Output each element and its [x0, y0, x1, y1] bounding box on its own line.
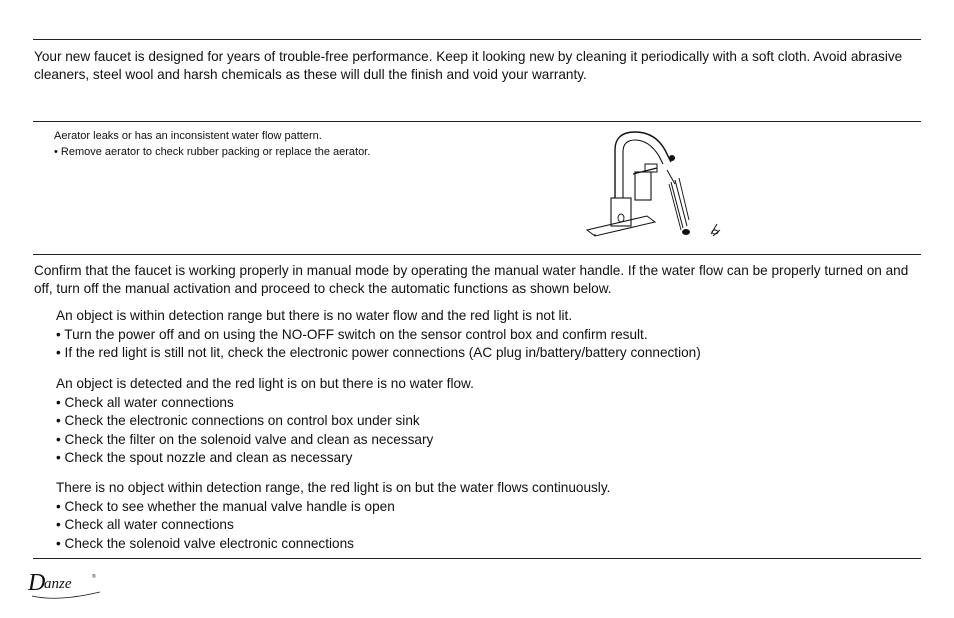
aerator-section [54, 128, 370, 160]
top-rule [33, 39, 921, 40]
issue-step: • Check all water connections [56, 394, 234, 410]
section-rule-sensor [33, 254, 921, 255]
aerator-problem: Aerator leaks or has an inconsistent water flow pattern. [54, 130, 322, 142]
issue-step: • Check the electronic connections on control box under sink [56, 413, 420, 428]
issue-no-light [56, 307, 701, 363]
issue-problem: An object is detected and the red light is on but there is no water flow. [56, 376, 474, 391]
aerator-fix: • Remove aerator to check rubber packing or replace the aerator. [54, 146, 371, 158]
issue-no-flow [56, 375, 474, 468]
faucet-aerator-illustration [585, 124, 725, 242]
svg-text:®: ® [92, 574, 96, 580]
issue-continuous-flow [56, 479, 610, 553]
svg-text:D: D [28, 570, 46, 596]
care-instructions: Your new faucet is designed for years of trouble-free performance. Keep it looking new by cleaning it periodically with a soft cloth. Avoid abrasive cleaners, steel wool and harsh chemicals as these will dull the finish and void your warranty. [34, 49, 903, 82]
issue-step: • If the red light is still not lit, check the electronic power connections (AC plug in/battery/battery connection) [56, 345, 701, 360]
danze-logo [28, 566, 108, 600]
issue-step: • Check the filter on the solenoid valve and clean as necessary [56, 431, 434, 447]
issue-problem: There is no object within detection range, the red light is on but the water flows continuously. [56, 480, 611, 495]
issue-problem: An object is within detection range but there is no water flow and the red light is not lit. [56, 308, 573, 323]
issue-step: • Check the spout nozzle and clean as necessary [56, 450, 353, 465]
bottom-rule [33, 558, 921, 559]
issue-step: • Check all water connections [56, 517, 234, 532]
section-rule-aerator [33, 121, 921, 122]
issue-step: • Turn the power off and on using the NO-OFF switch on the sensor control box and confirm result. [56, 326, 648, 342]
svg-text:anze: anze [44, 576, 72, 592]
issue-step: • Check to see whether the manual valve handle is open [56, 498, 395, 514]
issue-step: • Check the solenoid valve electronic connections [56, 535, 354, 551]
manual-check-text: Confirm that the faucet is working properly in manual mode by operating the manual water handle. If the water flow can be properly turned on and off, turn off the manual activation and proceed to check the automatic functions as shown below. [34, 263, 909, 296]
